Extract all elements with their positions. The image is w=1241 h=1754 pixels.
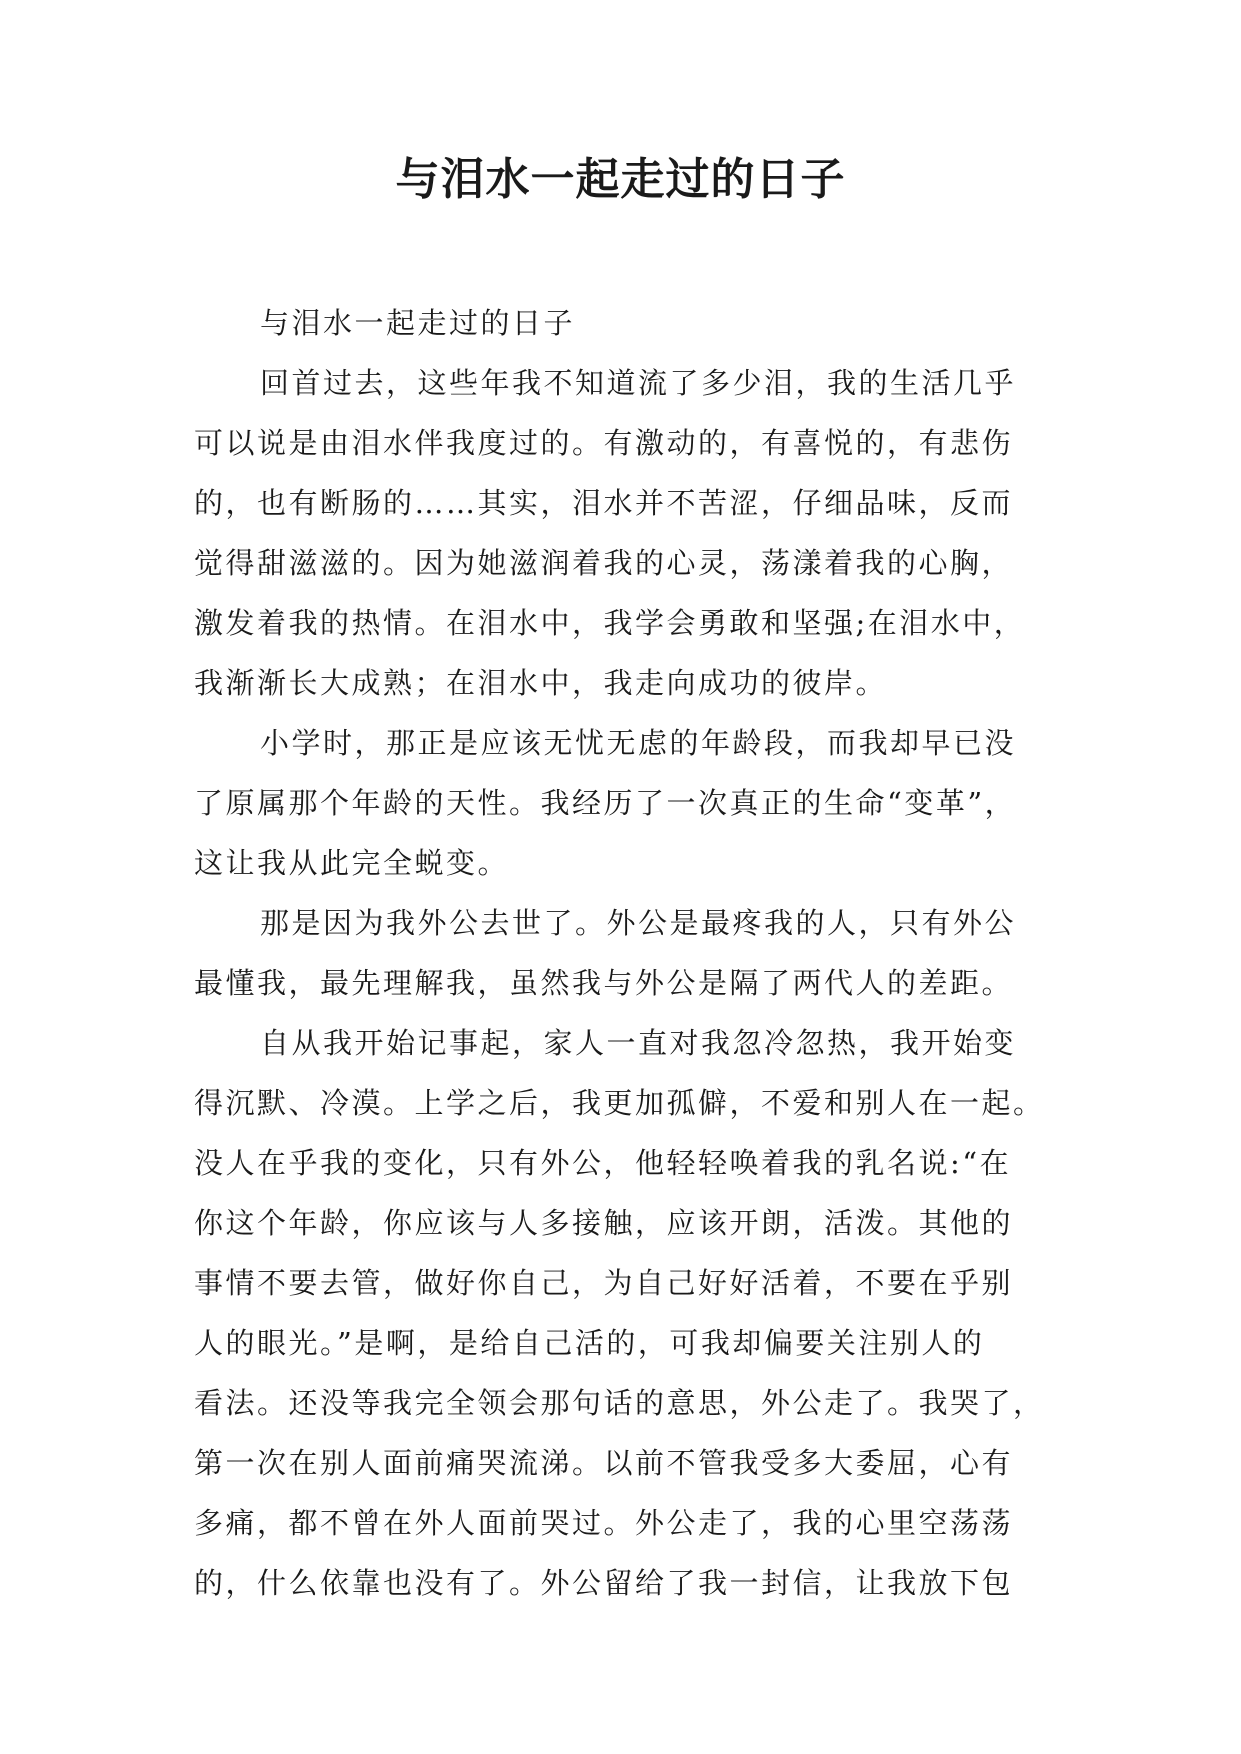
body-line: 的，什么依靠也没有了。外公留给了我一封信，让我放下包: [194, 1566, 1014, 1600]
body-line: 与泪水一起走过的日子: [260, 306, 576, 340]
body-line: 的，也有断肠的……其实，泪水并不苦涩，仔细品味，反而: [194, 486, 1014, 520]
body-line: 第一次在别人面前痛哭流涕。以前不管我受多大委屈，心有: [194, 1446, 1014, 1480]
body-line: 人的眼光。”是啊，是给自己活的，可我却偏要关注别人的: [194, 1326, 985, 1360]
body-line: 了原属那个年龄的天性。我经历了一次真正的生命“变革”，: [194, 786, 1017, 820]
body-line: 自从我开始记事起，家人一直对我忽冷忽热，我开始变: [260, 1026, 1017, 1060]
body-line: 觉得甜滋滋的。因为她滋润着我的心灵，荡漾着我的心胸，: [194, 546, 1014, 580]
body-line: 最懂我，最先理解我，虽然我与外公是隔了两代人的差距。: [194, 966, 1014, 1000]
body-line: 看法。还没等我完全领会那句话的意思，外公走了。我哭了，: [194, 1386, 1045, 1420]
body-line: 回首过去，这些年我不知道流了多少泪，我的生活几乎: [260, 366, 1017, 400]
body-line: 激发着我的热情。在泪水中，我学会勇敢和坚强;在泪水中，: [194, 606, 1026, 640]
body-line: 得沉默、冷漠。上学之后，我更加孤僻，不爱和别人在一起。: [194, 1086, 1045, 1120]
body-line: 小学时，那正是应该无忧无虑的年龄段，而我却早已没: [260, 726, 1017, 760]
body-line: 我渐渐长大成熟；在泪水中，我走向成功的彼岸。: [194, 666, 888, 700]
body-line: 那是因为我外公去世了。外公是最疼我的人，只有外公: [260, 906, 1017, 940]
body-line: 没人在乎我的变化，只有外公，他轻轻唤着我的乳名说:“在: [194, 1146, 1012, 1180]
document-title: 与泪水一起走过的日子: [395, 154, 846, 205]
body-line: 可以说是由泪水伴我度过的。有激动的，有喜悦的，有悲伤: [194, 426, 1014, 460]
body-line: 多痛，都不曾在外人面前哭过。外公走了，我的心里空荡荡: [194, 1506, 1014, 1540]
body-line: 这让我从此完全蜕变。: [194, 846, 510, 880]
body-line: 事情不要去管，做好你自己，为自己好好活着，不要在乎别: [194, 1266, 1014, 1300]
document-body: [194, 293, 1074, 1613]
body-line: 你这个年龄，你应该与人多接触，应该开朗，活泼。其他的: [194, 1206, 1014, 1240]
